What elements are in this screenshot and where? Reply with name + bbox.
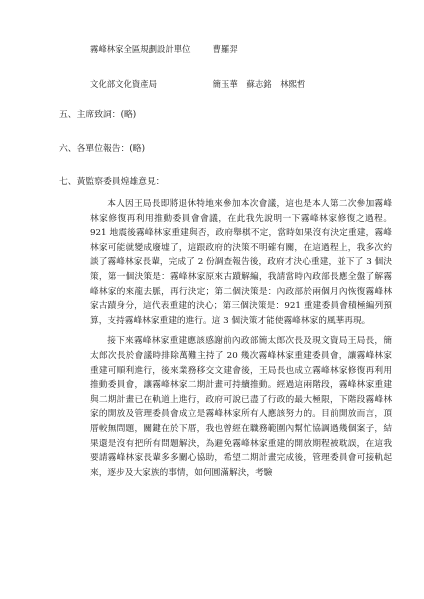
attendee-name: 林熙哲 xyxy=(280,79,306,89)
attendee-name: 簡玉華 xyxy=(212,79,238,89)
attendee-row xyxy=(90,79,311,90)
paragraph-text: 本人因王局長即將退休特地來參加本次會議，這也是本人第二次參加霧峰林家修復再利用推動委員會會議，在此我先說明一下霧峰林家修復之過程。921 地震後霧峰林家重建與否，政府舉棋不定，當時如果沒有決定重建，霧峰林家可能就變成廢墟了，這跟政府的決策不明確有關，在這過程上，我多次約談了霧峰林家長輩，完成了 2 份調查報告後，政府才決心重建，並下了 3 個決策，第一個決策是：霧峰林家原來古蹟解編，我請當時內政部長應全盤了解霧峰林家的來龍去脈，再行決定；第二個決策是：內政部於兩個月內恢復霧峰林家古蹟身分，這代表重建的決心；第三個決策是：921 重建委員會積極編列預算，支持霧峰林家重建的進行。這 3 個決策才能使霧峰林家的風華再現。 xyxy=(90,199,392,326)
attendee-name: 蘇志銘 xyxy=(246,79,272,89)
attendee-org: 文化部文化資產局 xyxy=(90,79,157,89)
agenda-item-unit-reports: 六、各單位報告：(略) xyxy=(59,144,146,154)
agenda-item-committee-opinion: 七、黃監察委員煌雄意見： xyxy=(59,177,165,187)
opinion-paragraph xyxy=(90,334,392,480)
paragraph-text: 接下來霧峰林家重建應該感謝前內政部簡太郎次長及現文資局王局長，簡太郎次長於會議時排除萬難主持了 20 幾次霧峰林家重建委員會，讓霧峰林家重建可順利進行，後來業務移交文建會後，王局長也成立霧峰林家修復再利用推動委員會，讓霧峰林家二期計畫可持續推動。經過這兩階段，霧峰林家重建與二期計畫已在軌道上進行，政府可說已盡了行政的最大極限，下階段霧峰林家的開放及管理委員會成立是霧峰林家所有人應該努力的。目前開放而言，頂厝較無問題，關鍵在於下厝，我也曾經在職務範圍內幫忙協調過幾個案子，結果還是沒有把所有問題解決，為避免霧峰林家重建的開放期程被耽誤，在這我要請霧峰林家長輩多多關心協助，希望二期計畫完成後，管理委員會可接軌起來，逐步及大家族的事情，如何圓滿解決，考驗 xyxy=(90,336,392,478)
opinion-paragraph xyxy=(90,197,392,328)
attendee-names xyxy=(213,44,244,54)
attendee-name: 曹羅羿 xyxy=(212,44,238,54)
attendee-names xyxy=(213,79,312,89)
attendee-row xyxy=(90,44,244,55)
attendee-org: 霧峰林家全區規劃設計單位 xyxy=(90,44,191,54)
opinion-body xyxy=(90,197,392,480)
agenda-item-chair-speech: 五、主席致詞：(略) xyxy=(59,110,137,120)
